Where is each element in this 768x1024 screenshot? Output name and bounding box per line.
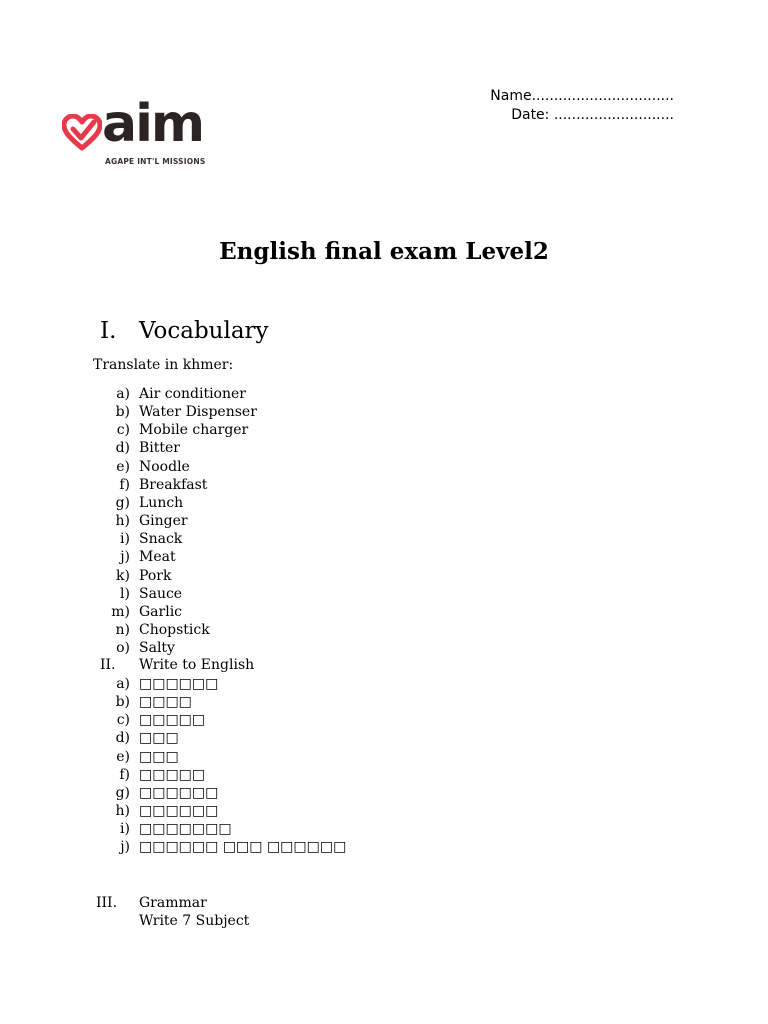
list-item-text: □□□□□□ (139, 803, 219, 820)
list-item-label: l) (120, 585, 130, 602)
section-number: III. (96, 895, 118, 911)
list-item-text: □□□□□□□ (139, 821, 232, 838)
list-item-text: Garlic (139, 603, 183, 620)
date-field[interactable]: Date: ........................... (511, 107, 674, 123)
name-field[interactable]: Name................................ (490, 88, 674, 104)
list-item-text: Sauce (139, 585, 183, 602)
list-item-label: n) (115, 621, 130, 638)
list-item-text: Mobile charger (139, 422, 249, 439)
list-item-text: Snack (139, 531, 183, 548)
list-item-label: o) (116, 640, 130, 657)
list-item-text: □□□□□ (139, 766, 206, 783)
list-item-text: Lunch (139, 494, 184, 511)
section-heading: Write to English (139, 657, 255, 673)
list-item-text: Ginger (139, 513, 188, 530)
logo-tagline: AGAPE INT'L MISSIONS (105, 157, 206, 166)
section-number: I. (100, 318, 117, 344)
list-item-label: h) (115, 803, 130, 820)
list-item-text: □□□□□□ □□□ □□□□□□ (139, 839, 347, 856)
list-item-label: m) (111, 603, 130, 620)
list-item-label: b) (115, 404, 130, 421)
list-item-text: Noodle (139, 458, 190, 475)
section-heading: Grammar (139, 895, 207, 911)
list-item-label: f) (119, 766, 130, 783)
list-item-label: g) (115, 494, 130, 511)
list-item-label: h) (115, 513, 130, 530)
list-item-label: i) (120, 821, 130, 838)
list-item-label: k) (116, 567, 130, 584)
logo-wordmark: aim (102, 94, 204, 154)
list-item-text: Air conditioner (139, 386, 246, 402)
aim-logo (62, 94, 206, 172)
student-fields (490, 87, 674, 125)
list-item-label: d) (115, 730, 130, 747)
list-item-label: j) (120, 839, 130, 856)
list-item-label: d) (115, 440, 130, 457)
list-item-text: Water Dispenser (139, 404, 257, 421)
list-item-label: j) (120, 549, 130, 566)
list-item-text: Meat (139, 549, 176, 566)
list-item-label: c) (116, 712, 130, 729)
list-item-text: □□□□□□ (139, 784, 219, 801)
list-item-text: Salty (139, 640, 175, 657)
section-vocabulary-heading (100, 318, 269, 344)
list-item-text: Bitter (139, 440, 180, 457)
list-item-label: b) (115, 694, 130, 711)
list-item-label: e) (116, 748, 130, 765)
list-item-text: □□□□ (139, 694, 192, 711)
list-item-label: g) (115, 784, 130, 801)
grammar-instruction: Write 7 Subject (139, 913, 250, 929)
section-number: II. (100, 657, 116, 673)
section-heading: Vocabulary (139, 318, 269, 344)
heart-check-icon (62, 114, 102, 154)
list-item-text: □□□□□□ (139, 676, 219, 692)
translate-instruction: Translate in khmer: (93, 357, 234, 373)
list-item-text: Pork (139, 567, 172, 584)
list-item-label: a) (116, 676, 130, 692)
section-grammar (96, 894, 249, 930)
list-item-label: e) (116, 458, 130, 475)
list-item-text: □□□ (139, 730, 179, 747)
list-item-label: i) (120, 531, 130, 548)
list-item-text: Breakfast (139, 476, 208, 493)
list-item-label: c) (116, 422, 130, 439)
list-item-label: a) (116, 386, 130, 402)
list-item-text: □□□ (139, 748, 179, 765)
list-item-text: □□□□□ (139, 712, 206, 729)
list-item-label: f) (119, 476, 130, 493)
section-write-english-heading (100, 657, 254, 673)
list-item-text: Chopstick (139, 621, 210, 638)
exam-title: English final exam Level2 (219, 238, 549, 265)
